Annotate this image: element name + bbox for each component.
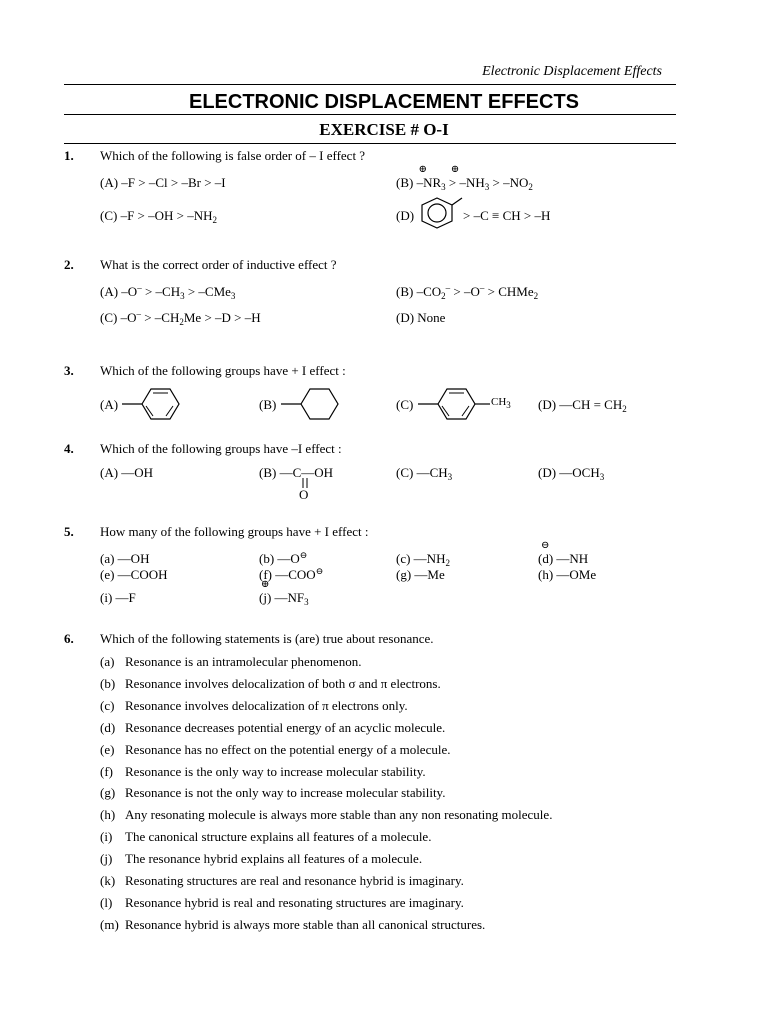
option-c-label: (C) <box>396 397 414 412</box>
statement-item <box>100 698 408 714</box>
option-j: ⊕ (j) $—NF_3$ <box>259 590 309 606</box>
cyclohexyl-group-icon <box>281 385 351 425</box>
option-c: (C) $—CH_3$ <box>396 465 453 482</box>
statement-label: (h) <box>100 807 116 823</box>
option-b: (b) —O⊖ <box>259 550 308 566</box>
option-a: (a) —OH <box>100 551 150 566</box>
option-g: (g) —Me <box>396 567 445 582</box>
statement-item <box>100 720 445 736</box>
statement-label: (g) <box>100 785 116 801</box>
statement-label: (j) <box>100 851 113 867</box>
statement-label: (e) <box>100 741 115 757</box>
positive-charge-group: ⊕ > $-NH_3$ <box>449 175 489 191</box>
statement-text: Resonance has no effect on the potential energy of a molecule. <box>125 741 451 757</box>
option-a: (A) —OH <box>100 465 154 480</box>
question-text: Which of the following is false order of – I effect ? <box>100 148 366 163</box>
question-text: Which of the following statements is (are) true about resonance. <box>100 631 434 646</box>
option-b: (B) ⊕ $-NR_3$ ⊕ > $-NH_3 > -NO_2$ <box>396 175 533 191</box>
statement-item <box>100 676 441 692</box>
statement-label: (k) <box>100 873 116 888</box>
statement-text: Resonance hybrid is real and resonating structures are imaginary. <box>125 894 464 910</box>
option-a-label: (A) <box>100 397 119 412</box>
statement-label: (i) <box>100 829 113 845</box>
statement-item <box>100 829 431 845</box>
option-c: (c) $—NH_2$ <box>396 551 450 568</box>
option-b: (B) $-CO_2^- > -O^-$ > CHMe$_2$ <box>396 283 539 301</box>
statement-text: Resonance is not the only way to increase molecular stability. <box>125 785 446 801</box>
statement-text: Resonating structures are real and resonance hybrid is imaginary. <box>125 873 464 888</box>
statement-item <box>100 742 450 758</box>
statement-label: (f) <box>100 763 113 779</box>
statement-text: Resonance is an intramolecular phenomenon. <box>125 654 362 669</box>
statement-label: (d) <box>100 719 116 735</box>
option-a: (A) $-O^- > -CH_3 > -CMe_3$ <box>100 283 236 301</box>
question-text: What is the correct order of inductive effect ? <box>100 257 337 272</box>
question-number: 2. <box>64 257 74 272</box>
question-text: Which of the following groups have + I effect : <box>100 363 346 378</box>
methyl-label: $CH_3$ <box>491 396 511 410</box>
question-number: 4. <box>64 441 74 456</box>
header-rule <box>64 84 676 85</box>
statement-label: (b) <box>100 675 116 691</box>
statement-text: The canonical structure explains all features of a molecule. <box>125 829 432 845</box>
option-d: ⊖ (d) —NH <box>538 551 588 567</box>
question-number: 6. <box>64 631 74 646</box>
statement-item <box>100 807 552 823</box>
statement-item <box>100 785 445 801</box>
page-title: ELECTRONIC DISPLACEMENT EFFECTS <box>188 91 579 113</box>
tolyl-group-icon <box>418 385 498 425</box>
option-d: > –C ≡ CH > –H <box>463 208 551 223</box>
option-d: (D) —CH = $CH_2$ <box>538 397 627 414</box>
statement-text: Resonance decreases potential energy of an acyclic molecule. <box>125 719 446 735</box>
title-rule <box>64 114 676 115</box>
phenyl-group-icon <box>122 385 192 425</box>
option-a: (A) –F > –Cl > –Br > –I <box>100 175 226 190</box>
statement-label: (c) <box>100 697 115 713</box>
statement-item <box>100 917 485 933</box>
statement-text: Resonance involves delocalization of both σ and π electrons. <box>125 675 441 691</box>
statement-item <box>100 764 426 780</box>
option-d: (D) None <box>396 310 446 325</box>
statement-text: Resonance hybrid is always more stable than all canonical structures. <box>125 916 486 932</box>
option-label: (B) <box>396 175 414 190</box>
question-text: How many of the following groups have + I effect : <box>100 524 369 539</box>
statement-text: Resonance involves delocalization of π electrons only. <box>125 697 408 713</box>
positive-charge-group: ⊕ $-NR_3$ <box>417 175 446 191</box>
carbonyl-oxygen: O <box>299 487 309 502</box>
statement-text: Any resonating molecule is always more stable than any non resonating molecule. <box>125 807 553 823</box>
question-text: Which of the following groups have –I effect : <box>100 441 342 456</box>
statement-item <box>100 873 464 889</box>
statement-item <box>100 851 422 867</box>
question-number: 1. <box>64 148 74 163</box>
statement-text: Resonance is the only way to increase molecular stability. <box>125 763 426 779</box>
statement-item <box>100 895 464 911</box>
statement-label: (a) <box>100 654 115 669</box>
statement-label: (m) <box>100 916 119 932</box>
exercise-heading: EXERCISE # O-I <box>319 120 449 139</box>
option-i: (i) —F <box>100 590 136 605</box>
statement-label: (l) <box>100 894 113 910</box>
option-c: (C) $-O^- > -CH_2Me > -D > -H$ <box>100 309 261 327</box>
running-header: Electronic Displacement Effects <box>482 64 662 79</box>
option-b-label: (B) <box>259 397 277 412</box>
option-d: (D) $—OCH_3$ <box>538 465 605 482</box>
statement-item <box>100 654 361 670</box>
option-c: (C) $-F > -OH > -NH_2$ <box>100 208 218 225</box>
exercise-rule <box>64 143 676 144</box>
question-number: 5. <box>64 524 74 539</box>
question-number: 3. <box>64 363 74 378</box>
option-b: (B) —C—OH <box>259 465 334 480</box>
statement-text: The resonance hybrid explains all features of a molecule. <box>125 851 423 867</box>
nitro-group: > –NO <box>492 175 529 190</box>
option-h: (h) —OMe <box>538 567 597 582</box>
option-d-label: (D) <box>396 208 415 223</box>
option-e: (e) —COOH <box>100 567 168 582</box>
option-f: (f) —COO⊖ <box>259 566 324 582</box>
